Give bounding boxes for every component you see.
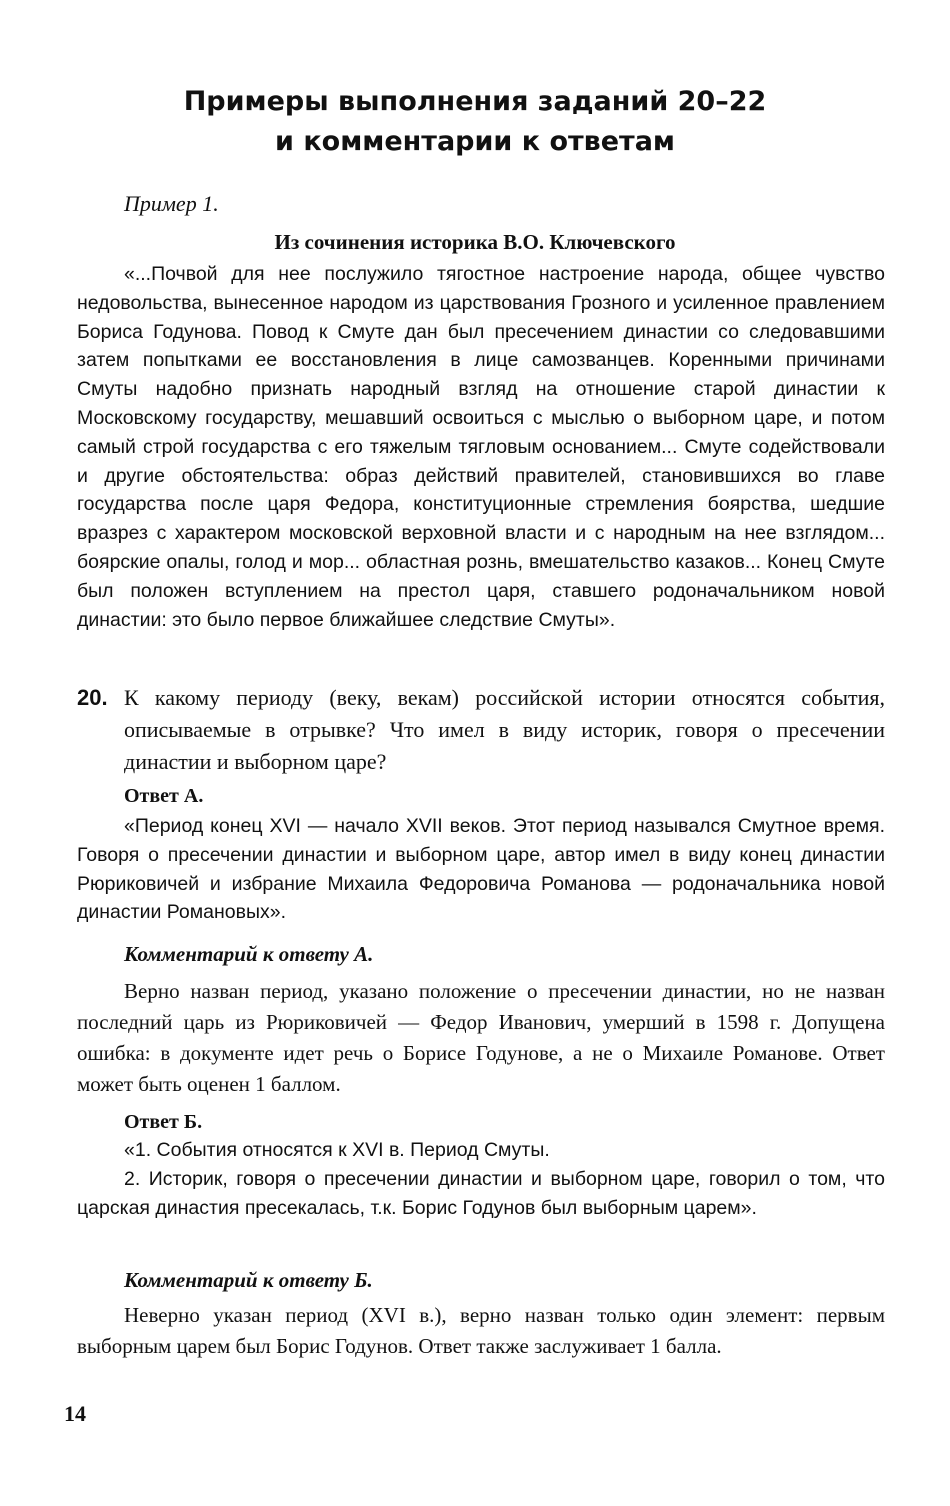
comment-b-text: Неверно указан период (XVI в.), верно назван только один элемент: первым выборным царем был Борис Годунов. Ответ также заслуживает 1 балла.	[77, 1303, 885, 1358]
page-title-line-2: и комментарии к ответам	[275, 126, 675, 157]
answer-b-line-2: 2. Историк, говоря о пресечении династии и выборном царе, говорил о том, что царская династия пресекалась, т.к. Борис Годунов был выборным царем».	[77, 1168, 885, 1219]
answer-b-line-1: «1. События относятся к XVI в. Период Смуты.	[124, 1139, 550, 1161]
answer-a-text: «Период конец XVI — начало XVII веков. Этот период назывался Смутное время. Говоря о пресечении династии и выборном царе, автор имел в виду конец династии Рюриковичей и избрание Михаила Федоровича Романова — родоначальника новой династии Романовых».	[77, 815, 885, 924]
source-title: Из сочинения историка В.О. Ключевского	[274, 230, 676, 254]
example-label: Пример 1.	[124, 191, 219, 216]
comment-a-label: Комментарий к ответу А.	[124, 942, 374, 966]
comment-b-label: Комментарий к ответу Б.	[124, 1268, 373, 1292]
task-number: 20.	[77, 685, 108, 710]
answer-b-label: Ответ Б.	[124, 1111, 203, 1133]
source-quote: «...Почвой для нее послужило тягостное настроение народа, общее чувство недовольства, вынесенное народом из царствования Грозного и усиленное правлением Бориса Годунова. Повод к Смуте дан был пресечением династии со следовавшими затем попытками ее восстановления в лице самозванцев. Коренными причинами Смуты надобно признать народный взгляд на отношение старой династии к Московскому государству, мешавший освоиться с мыслью о выборном царе, и потом самый строй государства с его тяжелым тягловым основанием... Смуте содействовали и другие обстоятельства: образ действий правителей, становившихся во главе государства после царя Федора, конституционные стремления боярства, шедшие вразрез с характером московской верховной власти и с народным на нее взглядом... боярские опалы, голод и мор... областная рознь, вмешательство казаков... Конец Смуте был положен вступлением на престол царя, ставшего родоначальником новой династии: это было первое ближайшее следствие Смуты».	[77, 263, 885, 631]
task-question: К какому периоду (веку, векам) российской истории относятся события, описываемые в отрывке? Что имел в виду историк, говоря о пресечении династии и выборном царе?	[124, 685, 885, 774]
page-title-line-1: Примеры выполнения заданий 20–22	[183, 86, 767, 117]
page-number: 14	[64, 1401, 86, 1426]
comment-a-text: Верно назван период, указано положение о пресечении династии, но не назван последний царь из Рюриковичей — Федор Иванович, умерший в 1598 г. Допущена ошибка: в документе идет речь о Борисе Годунове, а не о Михаиле Романове. Ответ может быть оценен 1 баллом.	[77, 979, 885, 1096]
answer-a-label: Ответ А.	[124, 785, 204, 807]
page-title	[0, 82, 950, 162]
